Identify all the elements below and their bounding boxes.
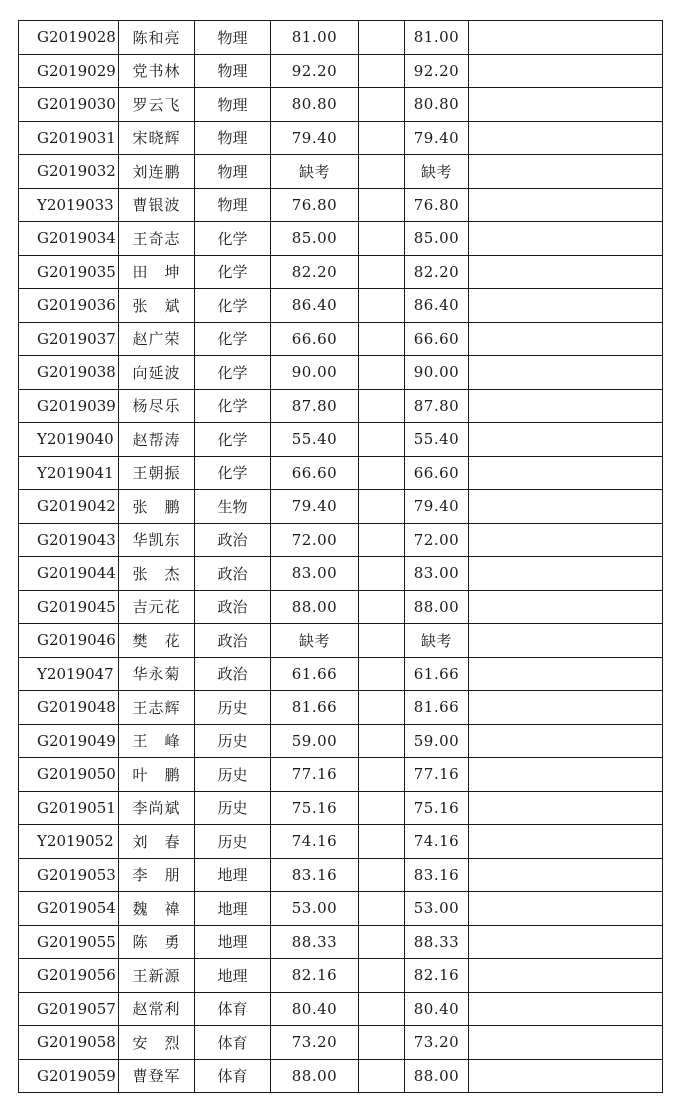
candidate-id-cell: G2019059 <box>19 1059 119 1093</box>
candidate-name-cell: 党书林 <box>119 54 195 88</box>
remarks-cell <box>469 590 663 624</box>
table-row <box>19 121 663 155</box>
final-score-cell: 88.00 <box>405 590 469 624</box>
candidate-name-cell: 张 鹏 <box>119 490 195 524</box>
bonus-score-cell <box>359 289 405 323</box>
subject-cell: 历史 <box>195 758 271 792</box>
remarks-cell <box>469 724 663 758</box>
bonus-score-cell <box>359 825 405 859</box>
subject-cell: 化学 <box>195 222 271 256</box>
exam-score-cell: 59.00 <box>271 724 359 758</box>
remarks-cell <box>469 624 663 658</box>
table-row <box>19 356 663 390</box>
bonus-score-cell <box>359 590 405 624</box>
remarks-cell <box>469 992 663 1026</box>
remarks-cell <box>469 791 663 825</box>
final-score-cell: 82.16 <box>405 959 469 993</box>
remarks-cell <box>469 1059 663 1093</box>
table-body <box>19 21 663 1093</box>
candidate-name-cell: 向延波 <box>119 356 195 390</box>
candidate-id-cell: G2019057 <box>19 992 119 1026</box>
bonus-score-cell <box>359 992 405 1026</box>
bonus-score-cell <box>359 88 405 122</box>
exam-score-cell: 82.20 <box>271 255 359 289</box>
candidate-name-cell: 赵帮涛 <box>119 423 195 457</box>
candidate-id-cell: Y2019041 <box>19 456 119 490</box>
subject-cell: 地理 <box>195 959 271 993</box>
bonus-score-cell <box>359 456 405 490</box>
exam-score-cell: 80.80 <box>271 88 359 122</box>
bonus-score-cell <box>359 155 405 189</box>
candidate-name-cell: 李尚斌 <box>119 791 195 825</box>
final-score-cell: 53.00 <box>405 892 469 926</box>
bonus-score-cell <box>359 322 405 356</box>
final-score-cell: 83.16 <box>405 858 469 892</box>
remarks-cell <box>469 1026 663 1060</box>
subject-cell: 物理 <box>195 54 271 88</box>
table-row <box>19 657 663 691</box>
subject-cell: 化学 <box>195 255 271 289</box>
table-row <box>19 456 663 490</box>
candidate-id-cell: Y2019040 <box>19 423 119 457</box>
table-row <box>19 758 663 792</box>
candidate-id-cell: G2019028 <box>19 21 119 55</box>
exam-score-cell: 72.00 <box>271 523 359 557</box>
final-score-cell: 66.60 <box>405 456 469 490</box>
subject-cell: 体育 <box>195 1026 271 1060</box>
table-row <box>19 925 663 959</box>
candidate-id-cell: G2019055 <box>19 925 119 959</box>
subject-cell: 地理 <box>195 925 271 959</box>
candidate-name-cell: 杨尽乐 <box>119 389 195 423</box>
final-score-cell: 81.00 <box>405 21 469 55</box>
final-score-cell: 73.20 <box>405 1026 469 1060</box>
final-score-cell: 86.40 <box>405 289 469 323</box>
candidate-id-cell: G2019058 <box>19 1026 119 1060</box>
bonus-score-cell <box>359 1059 405 1093</box>
bonus-score-cell <box>359 724 405 758</box>
candidate-id-cell: G2019036 <box>19 289 119 323</box>
exam-score-cell: 61.66 <box>271 657 359 691</box>
bonus-score-cell <box>359 490 405 524</box>
remarks-cell <box>469 88 663 122</box>
bonus-score-cell <box>359 691 405 725</box>
subject-cell: 历史 <box>195 791 271 825</box>
candidate-id-cell: G2019050 <box>19 758 119 792</box>
exam-score-cell: 81.66 <box>271 691 359 725</box>
remarks-cell <box>469 490 663 524</box>
table-row <box>19 791 663 825</box>
bonus-score-cell <box>359 523 405 557</box>
candidate-id-cell: G2019056 <box>19 959 119 993</box>
table-row <box>19 54 663 88</box>
candidate-name-cell: 华永菊 <box>119 657 195 691</box>
score-table <box>18 20 663 1093</box>
exam-score-cell: 88.33 <box>271 925 359 959</box>
bonus-score-cell <box>359 188 405 222</box>
bonus-score-cell <box>359 356 405 390</box>
exam-score-cell: 66.60 <box>271 456 359 490</box>
candidate-name-cell: 刘 春 <box>119 825 195 859</box>
candidate-id-cell: G2019035 <box>19 255 119 289</box>
final-score-cell: 87.80 <box>405 389 469 423</box>
subject-cell: 物理 <box>195 121 271 155</box>
exam-score-cell: 79.40 <box>271 121 359 155</box>
candidate-name-cell: 安 烈 <box>119 1026 195 1060</box>
candidate-id-cell: G2019049 <box>19 724 119 758</box>
final-score-cell: 55.40 <box>405 423 469 457</box>
remarks-cell <box>469 255 663 289</box>
exam-score-cell: 80.40 <box>271 992 359 1026</box>
table-row <box>19 724 663 758</box>
exam-score-cell: 83.16 <box>271 858 359 892</box>
subject-cell: 历史 <box>195 691 271 725</box>
candidate-id-cell: G2019048 <box>19 691 119 725</box>
bonus-score-cell <box>359 791 405 825</box>
subject-cell: 化学 <box>195 322 271 356</box>
table-row <box>19 858 663 892</box>
final-score-cell: 75.16 <box>405 791 469 825</box>
table-row <box>19 289 663 323</box>
candidate-id-cell: Y2019047 <box>19 657 119 691</box>
table-row <box>19 155 663 189</box>
table-row <box>19 892 663 926</box>
exam-score-cell: 87.80 <box>271 389 359 423</box>
exam-score-cell: 76.80 <box>271 188 359 222</box>
remarks-cell <box>469 758 663 792</box>
final-score-cell: 79.40 <box>405 490 469 524</box>
exam-score-cell: 53.00 <box>271 892 359 926</box>
bonus-score-cell <box>359 624 405 658</box>
candidate-id-cell: G2019046 <box>19 624 119 658</box>
bonus-score-cell <box>359 389 405 423</box>
exam-score-cell: 74.16 <box>271 825 359 859</box>
candidate-name-cell: 樊 花 <box>119 624 195 658</box>
exam-score-cell: 92.20 <box>271 54 359 88</box>
remarks-cell <box>469 925 663 959</box>
table-row <box>19 423 663 457</box>
final-score-cell: 77.16 <box>405 758 469 792</box>
candidate-name-cell: 曹银波 <box>119 188 195 222</box>
final-score-cell: 92.20 <box>405 54 469 88</box>
remarks-cell <box>469 825 663 859</box>
final-score-cell: 88.00 <box>405 1059 469 1093</box>
subject-cell: 体育 <box>195 992 271 1026</box>
remarks-cell <box>469 289 663 323</box>
candidate-id-cell: G2019043 <box>19 523 119 557</box>
final-score-cell: 82.20 <box>405 255 469 289</box>
remarks-cell <box>469 858 663 892</box>
final-score-cell: 80.40 <box>405 992 469 1026</box>
candidate-name-cell: 王朝振 <box>119 456 195 490</box>
candidate-name-cell: 罗云飞 <box>119 88 195 122</box>
candidate-name-cell: 叶 鹏 <box>119 758 195 792</box>
bonus-score-cell <box>359 925 405 959</box>
table-row <box>19 992 663 1026</box>
candidate-name-cell: 曹登军 <box>119 1059 195 1093</box>
candidate-name-cell: 陈 勇 <box>119 925 195 959</box>
table-row <box>19 490 663 524</box>
table-row <box>19 21 663 55</box>
bonus-score-cell <box>359 1026 405 1060</box>
exam-score-cell: 90.00 <box>271 356 359 390</box>
remarks-cell <box>469 222 663 256</box>
subject-cell: 物理 <box>195 188 271 222</box>
exam-score-cell: 79.40 <box>271 490 359 524</box>
bonus-score-cell <box>359 892 405 926</box>
final-score-cell: 85.00 <box>405 222 469 256</box>
remarks-cell <box>469 188 663 222</box>
exam-score-cell: 82.16 <box>271 959 359 993</box>
candidate-name-cell: 张 杰 <box>119 557 195 591</box>
candidate-name-cell: 吉元花 <box>119 590 195 624</box>
candidate-name-cell: 赵广荣 <box>119 322 195 356</box>
exam-score-cell: 75.16 <box>271 791 359 825</box>
final-score-cell: 缺考 <box>405 155 469 189</box>
final-score-cell: 79.40 <box>405 121 469 155</box>
exam-score-cell: 83.00 <box>271 557 359 591</box>
final-score-cell: 59.00 <box>405 724 469 758</box>
table-row <box>19 1026 663 1060</box>
remarks-cell <box>469 456 663 490</box>
final-score-cell: 81.66 <box>405 691 469 725</box>
table-row <box>19 691 663 725</box>
final-score-cell: 90.00 <box>405 356 469 390</box>
exam-score-cell: 缺考 <box>271 155 359 189</box>
subject-cell: 政治 <box>195 590 271 624</box>
candidate-id-cell: G2019039 <box>19 389 119 423</box>
final-score-cell: 74.16 <box>405 825 469 859</box>
exam-score-cell: 85.00 <box>271 222 359 256</box>
candidate-id-cell: G2019032 <box>19 155 119 189</box>
subject-cell: 体育 <box>195 1059 271 1093</box>
final-score-cell: 80.80 <box>405 88 469 122</box>
candidate-id-cell: G2019042 <box>19 490 119 524</box>
table-row <box>19 825 663 859</box>
exam-score-cell: 66.60 <box>271 322 359 356</box>
subject-cell: 历史 <box>195 724 271 758</box>
candidate-name-cell: 宋晓辉 <box>119 121 195 155</box>
table-row <box>19 590 663 624</box>
table-row <box>19 523 663 557</box>
bonus-score-cell <box>359 255 405 289</box>
bonus-score-cell <box>359 21 405 55</box>
candidate-id-cell: G2019031 <box>19 121 119 155</box>
candidate-name-cell: 魏 禕 <box>119 892 195 926</box>
table-row <box>19 959 663 993</box>
candidate-id-cell: G2019038 <box>19 356 119 390</box>
exam-score-cell: 88.00 <box>271 1059 359 1093</box>
exam-score-cell: 55.40 <box>271 423 359 457</box>
subject-cell: 化学 <box>195 423 271 457</box>
exam-score-cell: 73.20 <box>271 1026 359 1060</box>
subject-cell: 政治 <box>195 557 271 591</box>
bonus-score-cell <box>359 222 405 256</box>
candidate-name-cell: 李 朋 <box>119 858 195 892</box>
table-row <box>19 222 663 256</box>
bonus-score-cell <box>359 54 405 88</box>
final-score-cell: 72.00 <box>405 523 469 557</box>
subject-cell: 政治 <box>195 624 271 658</box>
remarks-cell <box>469 155 663 189</box>
remarks-cell <box>469 21 663 55</box>
remarks-cell <box>469 356 663 390</box>
subject-cell: 地理 <box>195 858 271 892</box>
bonus-score-cell <box>359 121 405 155</box>
bonus-score-cell <box>359 557 405 591</box>
subject-cell: 政治 <box>195 657 271 691</box>
final-score-cell: 76.80 <box>405 188 469 222</box>
candidate-name-cell: 王志辉 <box>119 691 195 725</box>
exam-score-cell: 88.00 <box>271 590 359 624</box>
table-row <box>19 1059 663 1093</box>
exam-score-cell: 86.40 <box>271 289 359 323</box>
candidate-id-cell: G2019034 <box>19 222 119 256</box>
candidate-name-cell: 华凯东 <box>119 523 195 557</box>
bonus-score-cell <box>359 758 405 792</box>
bonus-score-cell <box>359 858 405 892</box>
exam-score-cell: 77.16 <box>271 758 359 792</box>
subject-cell: 物理 <box>195 155 271 189</box>
table-row <box>19 88 663 122</box>
subject-cell: 物理 <box>195 88 271 122</box>
subject-cell: 政治 <box>195 523 271 557</box>
remarks-cell <box>469 691 663 725</box>
candidate-id-cell: G2019053 <box>19 858 119 892</box>
remarks-cell <box>469 121 663 155</box>
subject-cell: 生物 <box>195 490 271 524</box>
candidate-id-cell: Y2019052 <box>19 825 119 859</box>
final-score-cell: 83.00 <box>405 557 469 591</box>
candidate-id-cell: G2019051 <box>19 791 119 825</box>
subject-cell: 物理 <box>195 21 271 55</box>
candidate-id-cell: G2019044 <box>19 557 119 591</box>
exam-score-cell: 缺考 <box>271 624 359 658</box>
exam-score-cell: 81.00 <box>271 21 359 55</box>
candidate-id-cell: Y2019033 <box>19 188 119 222</box>
table-row <box>19 624 663 658</box>
bonus-score-cell <box>359 959 405 993</box>
remarks-cell <box>469 389 663 423</box>
remarks-cell <box>469 892 663 926</box>
candidate-name-cell: 陈和亮 <box>119 21 195 55</box>
final-score-cell: 66.60 <box>405 322 469 356</box>
final-score-cell: 61.66 <box>405 657 469 691</box>
remarks-cell <box>469 557 663 591</box>
candidate-name-cell: 王奇志 <box>119 222 195 256</box>
candidate-name-cell: 张 斌 <box>119 289 195 323</box>
subject-cell: 化学 <box>195 289 271 323</box>
remarks-cell <box>469 322 663 356</box>
candidate-name-cell: 田 坤 <box>119 255 195 289</box>
table-row <box>19 322 663 356</box>
candidate-id-cell: G2019029 <box>19 54 119 88</box>
candidate-name-cell: 刘连鹏 <box>119 155 195 189</box>
remarks-cell <box>469 657 663 691</box>
subject-cell: 化学 <box>195 356 271 390</box>
remarks-cell <box>469 959 663 993</box>
candidate-id-cell: G2019037 <box>19 322 119 356</box>
subject-cell: 化学 <box>195 456 271 490</box>
candidate-name-cell: 赵常利 <box>119 992 195 1026</box>
bonus-score-cell <box>359 657 405 691</box>
table-row <box>19 188 663 222</box>
subject-cell: 历史 <box>195 825 271 859</box>
remarks-cell <box>469 54 663 88</box>
final-score-cell: 缺考 <box>405 624 469 658</box>
candidate-name-cell: 王 峰 <box>119 724 195 758</box>
candidate-id-cell: G2019054 <box>19 892 119 926</box>
subject-cell: 化学 <box>195 389 271 423</box>
table-row <box>19 389 663 423</box>
table-row <box>19 557 663 591</box>
subject-cell: 地理 <box>195 892 271 926</box>
table-row <box>19 255 663 289</box>
candidate-name-cell: 王新源 <box>119 959 195 993</box>
remarks-cell <box>469 423 663 457</box>
candidate-id-cell: G2019030 <box>19 88 119 122</box>
candidate-id-cell: G2019045 <box>19 590 119 624</box>
remarks-cell <box>469 523 663 557</box>
final-score-cell: 88.33 <box>405 925 469 959</box>
bonus-score-cell <box>359 423 405 457</box>
